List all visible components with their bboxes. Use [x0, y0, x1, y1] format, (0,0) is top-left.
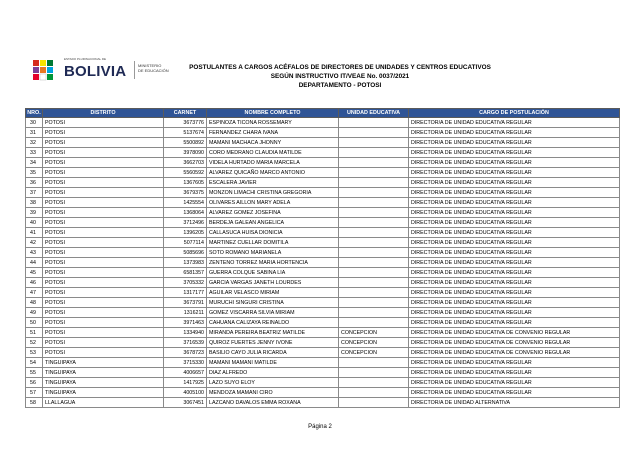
cell-nro: 36 [26, 178, 43, 188]
table-row [26, 188, 620, 198]
postulantes-table [25, 108, 620, 408]
cell-carnet: 3712496 [164, 218, 207, 228]
cell-nro: 48 [26, 298, 43, 308]
table-row [26, 328, 620, 338]
cell-carnet: 3971463 [164, 318, 207, 328]
cell-unidad [339, 378, 409, 388]
cell-nro: 31 [26, 128, 43, 138]
table-row [26, 388, 620, 398]
cell-nro: 30 [26, 118, 43, 128]
cell-unidad [339, 158, 409, 168]
cell-nombre: MAMANI MACHACA JHONNY [207, 138, 339, 148]
cell-cargo: DIRECTOR/A DE UNIDAD EDUCATIVA REGULAR [409, 258, 620, 268]
cell-unidad: CONCEPCION [339, 348, 409, 358]
cell-carnet: 6581357 [164, 268, 207, 278]
cell-carnet: 3673791 [164, 298, 207, 308]
cell-distrito: POTOSI [43, 168, 164, 178]
cell-nro: 39 [26, 208, 43, 218]
table-row [26, 248, 620, 258]
logo-ministry-text: MINISTERIO DE EDUCACIÓN [138, 63, 169, 73]
cell-cargo: DIRECTOR/A DE UNIDAD EDUCATIVA REGULAR [409, 228, 620, 238]
cell-distrito: POTOSI [43, 148, 164, 158]
cell-unidad [339, 178, 409, 188]
cell-cargo: DIRECTOR/A DE UNIDAD EDUCATIVA REGULAR [409, 268, 620, 278]
cell-cargo: DIRECTOR/A DE UNIDAD EDUCATIVA REGULAR [409, 218, 620, 228]
table-row [26, 158, 620, 168]
cell-distrito: POTOSI [43, 178, 164, 188]
cell-unidad [339, 258, 409, 268]
table-row [26, 138, 620, 148]
cell-distrito: POTOSI [43, 258, 164, 268]
cell-carnet: 1368064 [164, 208, 207, 218]
cell-carnet: 1417925 [164, 378, 207, 388]
cell-cargo: DIRECTOR/A DE UNIDAD EDUCATIVA REGULAR [409, 308, 620, 318]
table-row [26, 228, 620, 238]
cell-nro: 50 [26, 318, 43, 328]
document-title: POSTULANTES A CARGOS ACÉFALOS DE DIRECTORES DE UNIDADES Y CENTROS EDUCATIVOS [189, 64, 491, 71]
cell-carnet: 1334940 [164, 328, 207, 338]
cell-cargo: DIRECTOR/A DE UNIDAD EDUCATIVA REGULAR [409, 388, 620, 398]
table-row [26, 318, 620, 328]
cell-nombre: LAZO SUYO ELOY [207, 378, 339, 388]
cell-nombre: BERDEJA GALEAN ANGELICA [207, 218, 339, 228]
cell-cargo: DIRECTOR/A DE UNIDAD EDUCATIVA REGULAR [409, 278, 620, 288]
cell-distrito: POTOSI [43, 348, 164, 358]
table-row [26, 358, 620, 368]
cell-cargo: DIRECTOR/A DE UNIDAD EDUCATIVA DE CONVENIO REGULAR [409, 328, 620, 338]
cell-unidad [339, 238, 409, 248]
table-row [26, 178, 620, 188]
table-row [26, 118, 620, 128]
cell-unidad [339, 248, 409, 258]
column-header-distrito: DISTRITO [43, 109, 164, 118]
cell-distrito: POTOSI [43, 138, 164, 148]
table-row [26, 218, 620, 228]
column-header-nro: NRO. [27, 110, 41, 116]
cell-nro: 37 [26, 188, 43, 198]
cell-nro: 32 [26, 138, 43, 148]
table-row [26, 298, 620, 308]
cell-carnet: 5500892 [164, 138, 207, 148]
cell-unidad [339, 318, 409, 328]
cell-distrito: POTOSI [43, 298, 164, 308]
cell-carnet: 1316211 [164, 308, 207, 318]
table-row [26, 368, 620, 378]
cell-unidad [339, 198, 409, 208]
cell-nombre: ALVAREZ QUICAÑO MARCO ANTONIO [207, 168, 339, 178]
cell-distrito: TINGUIPAYA [43, 358, 164, 368]
cell-nombre: ZENTENO TORREZ MARIA HORTENCIA [207, 258, 339, 268]
cell-cargo: DIRECTOR/A DE UNIDAD EDUCATIVA REGULAR [409, 298, 620, 308]
cell-cargo: DIRECTOR/A DE UNIDAD EDUCATIVA REGULAR [409, 318, 620, 328]
cell-nombre: AGUILAR VELASCO MIRIAM [207, 288, 339, 298]
cell-nro: 44 [26, 258, 43, 268]
cell-distrito: TINGUIPAYA [43, 378, 164, 388]
cell-distrito: POTOSI [43, 288, 164, 298]
cell-nombre: GARCIA VARGAS JANETH LOURDES [207, 278, 339, 288]
cell-unidad [339, 218, 409, 228]
cell-nombre: FERNANDEZ CHARA IVANA [207, 128, 339, 138]
cell-unidad [339, 168, 409, 178]
cell-unidad [339, 228, 409, 238]
cell-nro: 46 [26, 278, 43, 288]
cell-nro: 51 [26, 328, 43, 338]
table-row [26, 278, 620, 288]
document-subtitle: SEGÚN INSTRUCTIVO IT/VEAE No. 0037/2021 [270, 73, 410, 80]
cell-cargo: DIRECTOR/A DE UNIDAD EDUCATIVA REGULAR [409, 288, 620, 298]
cell-nro: 41 [26, 228, 43, 238]
cell-distrito: POTOSI [43, 218, 164, 228]
cell-nro: 45 [26, 268, 43, 278]
cell-carnet: 5077114 [164, 238, 207, 248]
cell-distrito: TINGUIPAYA [43, 388, 164, 398]
cell-nombre: QUIROZ FUERTES JENNY IVONE [207, 338, 339, 348]
cell-distrito: POTOSI [43, 308, 164, 318]
page-number: Página 2 [308, 424, 332, 430]
table-row [26, 238, 620, 248]
cell-nombre: MURUCHI SINGURI CRISTINA [207, 298, 339, 308]
cell-unidad [339, 368, 409, 378]
table-row [26, 258, 620, 268]
cell-nro: 58 [26, 398, 43, 408]
cell-unidad: CONCEPCION [339, 338, 409, 348]
cell-carnet: 3715330 [164, 358, 207, 368]
cell-cargo: DIRECTOR/A DE UNIDAD EDUCATIVA REGULAR [409, 358, 620, 368]
document-department: DEPARTAMENTO - POTOSI [298, 82, 382, 89]
cell-cargo: DIRECTOR/A DE UNIDAD EDUCATIVA REGULAR [409, 378, 620, 388]
cell-carnet: 3705332 [164, 278, 207, 288]
cell-cargo: DIRECTOR/A DE UNIDAD EDUCATIVA DE CONVENIO REGULAR [409, 338, 620, 348]
cell-unidad [339, 388, 409, 398]
cell-distrito: TINGUIPAYA [43, 368, 164, 378]
cell-unidad [339, 398, 409, 408]
cell-nro: 52 [26, 338, 43, 348]
cell-unidad [339, 208, 409, 218]
cell-carnet: 1425554 [164, 198, 207, 208]
cell-distrito: POTOSI [43, 208, 164, 218]
cell-carnet: 1367605 [164, 178, 207, 188]
logo-divider [134, 61, 135, 79]
ministry-logo [30, 55, 169, 85]
cell-distrito: POTOSI [43, 268, 164, 278]
cell-cargo: DIRECTOR/A DE UNIDAD EDUCATIVA REGULAR [409, 238, 620, 248]
cell-cargo: DIRECTOR/A DE UNIDAD EDUCATIVA REGULAR [409, 208, 620, 218]
cell-nombre: OLIVARES AILLON MARY ADELA [207, 198, 339, 208]
cell-distrito: POTOSI [43, 158, 164, 168]
table-row [26, 348, 620, 358]
cell-cargo: DIRECTOR/A DE UNIDAD EDUCATIVA DE CONVENIO REGULAR [409, 348, 620, 358]
cell-nombre: CAHUANA CALIZAYA REINALDO [207, 318, 339, 328]
cell-cargo: DIRECTOR/A DE UNIDAD EDUCATIVA REGULAR [409, 128, 620, 138]
cell-distrito: POTOSI [43, 188, 164, 198]
cell-nombre: MONZON LIMACHI CRISTINA GREGORIA [207, 188, 339, 198]
cell-cargo: DIRECTOR/A DE UNIDAD EDUCATIVA REGULAR [409, 158, 620, 168]
cell-unidad [339, 298, 409, 308]
cell-nombre: DIAZ ALFREDO [207, 368, 339, 378]
cell-nro: 40 [26, 218, 43, 228]
cell-unidad [339, 268, 409, 278]
cell-cargo: DIRECTOR/A DE UNIDAD EDUCATIVA REGULAR [409, 178, 620, 188]
cell-nombre: MIRANDA PEREIRA BEATRIZ MATILDE [207, 328, 339, 338]
table-row [26, 338, 620, 348]
cell-nombre: MAMANI MAMANI MATILDE [207, 358, 339, 368]
cell-unidad [339, 128, 409, 138]
cell-unidad: CONCEPCION [339, 328, 409, 338]
cell-nro: 47 [26, 288, 43, 298]
cell-carnet: 3662703 [164, 158, 207, 168]
cell-nombre: BASILIO CAYO JULIA RICARDA [207, 348, 339, 358]
cell-nro: 54 [26, 358, 43, 368]
cell-cargo: DIRECTOR/A DE UNIDAD EDUCATIVA REGULAR [409, 198, 620, 208]
cell-carnet: 5560592 [164, 168, 207, 178]
cell-distrito: POTOSI [43, 278, 164, 288]
cell-unidad [339, 188, 409, 198]
bolivia-emblem-icon [30, 57, 56, 83]
cell-distrito: POTOSI [43, 238, 164, 248]
cell-unidad [339, 308, 409, 318]
document-header [180, 63, 500, 90]
table-body [26, 118, 620, 408]
cell-distrito: POTOSI [43, 128, 164, 138]
cell-nombre: MARTINEZ CUELLAR DOMITILA [207, 238, 339, 248]
cell-distrito: LLALLAGUA [43, 398, 164, 408]
cell-cargo: DIRECTOR/A DE UNIDAD EDUCATIVA REGULAR [409, 148, 620, 158]
cell-carnet: 3673776 [164, 118, 207, 128]
cell-unidad [339, 358, 409, 368]
column-header-cargo: CARGO DE POSTULACIÓN [409, 109, 620, 118]
cell-cargo: DIRECTOR/A DE UNIDAD EDUCATIVA REGULAR [409, 168, 620, 178]
table-row [26, 378, 620, 388]
cell-carnet: 3678723 [164, 348, 207, 358]
table-header-row [26, 109, 620, 118]
cell-unidad [339, 118, 409, 128]
cell-distrito: POTOSI [43, 328, 164, 338]
cell-unidad [339, 288, 409, 298]
cell-cargo: DIRECTOR/A DE UNIDAD ALTERNATIVA [409, 398, 620, 408]
column-header-carnet: CARNET [164, 109, 207, 118]
cell-distrito: POTOSI [43, 248, 164, 258]
cell-nro: 57 [26, 388, 43, 398]
cell-cargo: DIRECTOR/A DE UNIDAD EDUCATIVA REGULAR [409, 118, 620, 128]
cell-nombre: CORO MEDRANO CLAUDIA MATILDE [207, 148, 339, 158]
cell-nombre: GUERRA COLQUE SABINA LIA [207, 268, 339, 278]
column-header-nombre: NOMBRE COMPLETO [207, 109, 339, 118]
cell-cargo: DIRECTOR/A DE UNIDAD EDUCATIVA REGULAR [409, 138, 620, 148]
cell-nombre: CALLASUCA HUISA DIONICIA [207, 228, 339, 238]
logo-country-text: BOLIVIA [64, 63, 127, 80]
cell-carnet: 3978090 [164, 148, 207, 158]
cell-carnet: 1317177 [164, 288, 207, 298]
cell-distrito: POTOSI [43, 338, 164, 348]
cell-carnet: 4006657 [164, 368, 207, 378]
cell-nro: 56 [26, 378, 43, 388]
cell-distrito: POTOSI [43, 318, 164, 328]
cell-nro: 53 [26, 348, 43, 358]
cell-nro: 43 [26, 248, 43, 258]
cell-carnet: 1396205 [164, 228, 207, 238]
cell-nombre: MENDOZA MAMANI CIRO [207, 388, 339, 398]
cell-carnet: 4005100 [164, 388, 207, 398]
cell-cargo: DIRECTOR/A DE UNIDAD EDUCATIVA REGULAR [409, 368, 620, 378]
cell-cargo: DIRECTOR/A DE UNIDAD EDUCATIVA REGULAR [409, 248, 620, 258]
column-header-unidad: UNIDAD EDUCATIVA [339, 109, 409, 118]
cell-nombre: ESCALERA JAVIER [207, 178, 339, 188]
cell-nro: 55 [26, 368, 43, 378]
cell-unidad [339, 148, 409, 158]
table-row [26, 268, 620, 278]
table-row [26, 168, 620, 178]
table-row [26, 308, 620, 318]
cell-nro: 35 [26, 168, 43, 178]
cell-nro: 34 [26, 158, 43, 168]
cell-distrito: POTOSI [43, 118, 164, 128]
cell-carnet: 3679375 [164, 188, 207, 198]
table-row [26, 288, 620, 298]
table-row [26, 128, 620, 138]
table-row [26, 398, 620, 408]
cell-nombre: LAZCANO DAVALOS EMMA ROXANA [207, 398, 339, 408]
cell-nro: 38 [26, 198, 43, 208]
cell-nombre: GOMEZ VISCARRA SILVIA MIRIAM [207, 308, 339, 318]
cell-distrito: POTOSI [43, 198, 164, 208]
table-row [26, 148, 620, 158]
cell-carnet: 5137674 [164, 128, 207, 138]
cell-carnet: 3716539 [164, 338, 207, 348]
table-row [26, 198, 620, 208]
cell-carnet: 3067451 [164, 398, 207, 408]
logo-state-text: ESTADO PLURINACIONAL DE [64, 57, 107, 61]
cell-nro: 49 [26, 308, 43, 318]
table-row [26, 208, 620, 218]
cell-carnet: 5085696 [164, 248, 207, 258]
cell-carnet: 1373983 [164, 258, 207, 268]
cell-nro: 33 [26, 148, 43, 158]
cell-cargo: DIRECTOR/A DE UNIDAD EDUCATIVA REGULAR [409, 188, 620, 198]
cell-distrito: POTOSI [43, 228, 164, 238]
cell-nombre: SOTO ROMANO MARIANELA [207, 248, 339, 258]
cell-unidad [339, 138, 409, 148]
cell-nro: 42 [26, 238, 43, 248]
cell-nombre: VIDELA HURTADO MARIA MARCELA [207, 158, 339, 168]
cell-unidad [339, 278, 409, 288]
cell-nombre: ESPINOZA TICONA ROSSEMARY [207, 118, 339, 128]
cell-nombre: ALVAREZ GOMEZ JOSEFINA [207, 208, 339, 218]
